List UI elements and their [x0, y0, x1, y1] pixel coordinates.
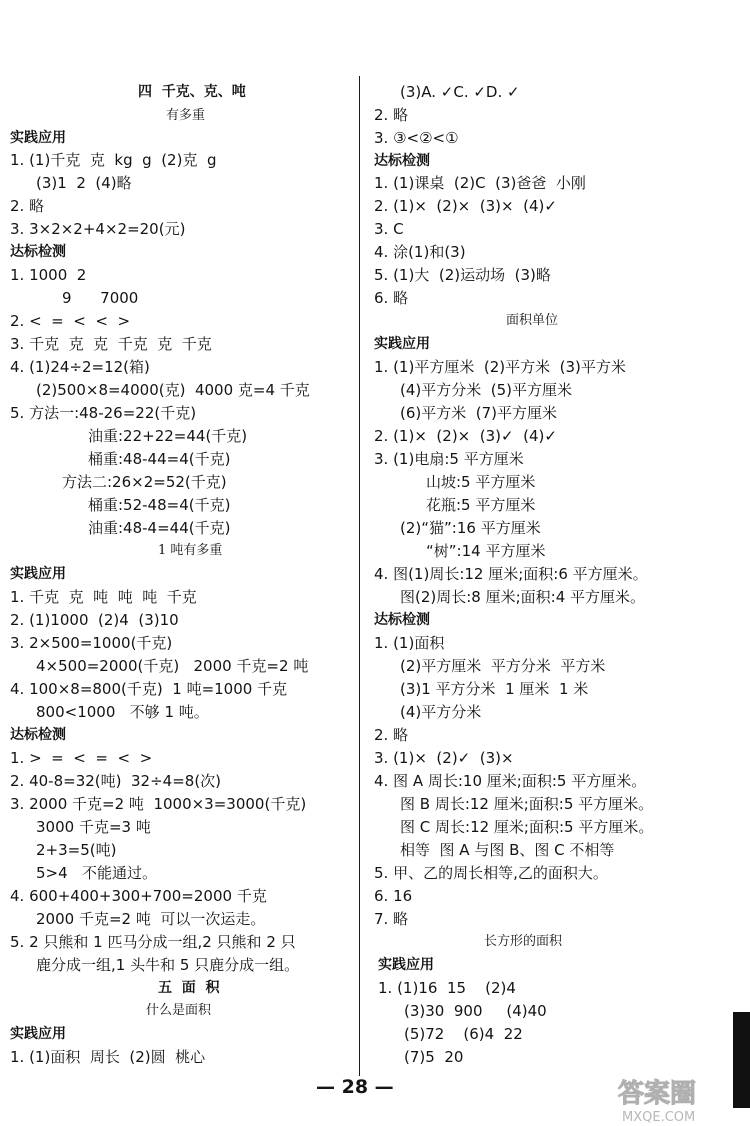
answer-line: (2)“猫”:16 平方厘米	[400, 519, 541, 537]
section-heading: 实践应用	[10, 1026, 66, 1042]
answer-line: 6. 16	[374, 887, 413, 905]
answer-line: (3)1 2 (4)略	[36, 174, 132, 192]
answer-line: 3. C	[374, 220, 404, 238]
section-title: 四 千克、克、吨	[138, 84, 246, 100]
answer-line: 油重:22+22=44(千克)	[88, 427, 248, 445]
answer-line: “树”:14 平方厘米	[426, 542, 546, 560]
section-heading: 达标检测	[10, 727, 66, 743]
answer-line: 4. 100×8=800(千克) 1 吨=1000 千克	[10, 680, 288, 698]
section-heading: 达标检测	[374, 153, 430, 169]
watermark-logo	[612, 1076, 744, 1124]
answer-line: 7. 略	[374, 910, 409, 928]
section-heading: 达标检测	[10, 244, 66, 260]
column-divider	[359, 76, 360, 1076]
answer-line: (6)平方米 (7)平方厘米	[400, 404, 558, 422]
section-heading: 实践应用	[374, 336, 430, 352]
answer-line: (2)平方厘米 平方分米 平方米	[400, 657, 606, 675]
answer-line: (3)A. ✓C. ✓D. ✓	[400, 83, 520, 101]
answer-line: 1. (1)16 15 (2)4	[378, 979, 516, 997]
answer-line: 1. (1)课桌 (2)C (3)爸爸 小刚	[374, 174, 586, 192]
answer-line: (3)30 900 (4)40	[404, 1002, 547, 1020]
section-heading: 实践应用	[10, 130, 66, 146]
answer-line: 3. (1)× (2)✓ (3)×	[374, 749, 514, 767]
answer-line: 方法二:26×2=52(千克)	[62, 473, 227, 491]
answer-line: 图 B 周长:12 厘米;面积:5 平方厘米。	[400, 795, 654, 813]
answer-line: 2. (1)1000 (2)4 (3)10	[10, 611, 179, 629]
answer-line: 3. 3×2×2+4×2=20(元)	[10, 220, 186, 238]
answer-line: 1. 千克 克 吨 吨 吨 千克	[10, 588, 197, 606]
section-heading: 实践应用	[378, 957, 434, 973]
answer-line: 5>4 不能通过。	[36, 864, 157, 882]
section-heading: 实践应用	[10, 566, 66, 582]
answer-line: 9 7000	[62, 289, 139, 307]
answer-line: 山坡:5 平方厘米	[426, 473, 536, 491]
answer-line: 2000 千克=2 吨 可以一次运走。	[36, 910, 266, 928]
answer-line: 1. > = < = < >	[10, 749, 153, 767]
answer-line: 3. 2×500=1000(千克)	[10, 634, 173, 652]
answer-line: (2)500×8=4000(克) 4000 克=4 千克	[36, 381, 310, 399]
answer-line: 3. ③<②<①	[374, 129, 459, 147]
answer-line: 1. (1)千克 克 kg g (2)克 g	[10, 151, 217, 169]
answer-line: 2. 略	[374, 726, 409, 744]
answer-line: 4. 图(1)周长:12 厘米;面积:6 平方厘米。	[374, 565, 648, 583]
answer-line: 油重:48-4=44(千克)	[88, 519, 231, 537]
answer-line: 3. 千克 克 克 千克 克 千克	[10, 335, 212, 353]
answer-line: 2. < = < < >	[10, 312, 131, 330]
page-number: — 28 —	[316, 1076, 394, 1098]
answer-line: 2+3=5(吨)	[36, 841, 117, 859]
answer-line: 3. (1)电扇:5 平方厘米	[374, 450, 524, 468]
answer-line: 6. 略	[374, 289, 409, 307]
answer-line: 5. 2 只熊和 1 匹马分成一组,2 只熊和 2 只	[10, 933, 296, 951]
answer-line: 2. (1)× (2)× (3)× (4)✓	[374, 197, 557, 215]
answer-line: 5. 甲、乙的周长相等,乙的面积大。	[374, 864, 608, 882]
answer-line: 相等 图 A 与图 B、图 C 不相等	[400, 841, 615, 859]
answer-line: (4)平方分米	[400, 703, 482, 721]
answer-line: 5. 方法一:48-26=22(千克)	[10, 404, 197, 422]
answer-line: 图(2)周长:8 厘米;面积:4 平方厘米。	[400, 588, 646, 606]
section-title: 有多重	[166, 108, 206, 123]
answer-line: (4)平方分米 (5)平方厘米	[400, 381, 573, 399]
section-title: 面积单位	[506, 313, 559, 328]
answer-line: 3. 2000 千克=2 吨 1000×3=3000(千克)	[10, 795, 307, 813]
answer-line: 3000 千克=3 吨	[36, 818, 151, 836]
answer-line: 4. 涂(1)和(3)	[374, 243, 466, 261]
answer-line: 5. (1)大 (2)运动场 (3)略	[374, 266, 551, 284]
answer-line: 2. 40-8=32(吨) 32÷4=8(次)	[10, 772, 222, 790]
answer-line: (3)1 平方分米 1 厘米 1 米	[400, 680, 589, 698]
section-title: 什么是面积	[146, 1003, 212, 1018]
section-title: 长方形的面积	[484, 934, 563, 949]
section-title: 五 面 积	[158, 980, 220, 996]
watermark-text: 答案圈	[618, 1079, 697, 1109]
answer-line: 1. (1)面积 周长 (2)圆 桃心	[10, 1048, 206, 1066]
answer-line: 4×500=2000(千克) 2000 千克=2 吨	[36, 657, 309, 675]
answer-line: 1. (1)平方厘米 (2)平方米 (3)平方米	[374, 358, 626, 376]
section-heading: 达标检测	[374, 612, 430, 628]
answer-line: 桶重:52-48=4(千克)	[88, 496, 231, 514]
answer-line: 鹿分成一组,1 头牛和 5 只鹿分成一组。	[36, 956, 300, 974]
answer-line: 800<1000 不够 1 吨。	[36, 703, 209, 721]
answer-line: 4. (1)24÷2=12(箱)	[10, 358, 150, 376]
watermark-url: MXQE.COM	[622, 1110, 696, 1124]
answer-line: 花瓶:5 平方厘米	[426, 496, 536, 514]
answer-line: 2. (1)× (2)× (3)✓ (4)✓	[374, 427, 557, 445]
answer-line: 1. (1)面积	[374, 634, 445, 652]
answer-line: 4. 600+400+300+700=2000 千克	[10, 887, 267, 905]
answer-line: 1. 1000 2	[10, 266, 87, 284]
section-title: 1 吨有多重	[158, 543, 223, 558]
answer-line: 桶重:48-44=4(千克)	[88, 450, 231, 468]
answer-line: 2. 略	[10, 197, 45, 215]
answer-line: 4. 图 A 周长:10 厘米;面积:5 平方厘米。	[374, 772, 647, 790]
answer-line: 图 C 周长:12 厘米;面积:5 平方厘米。	[400, 818, 654, 836]
answer-line: (7)5 20	[404, 1048, 464, 1066]
answer-line: 2. 略	[374, 106, 409, 124]
answer-line: (5)72 (6)4 22	[404, 1025, 523, 1043]
